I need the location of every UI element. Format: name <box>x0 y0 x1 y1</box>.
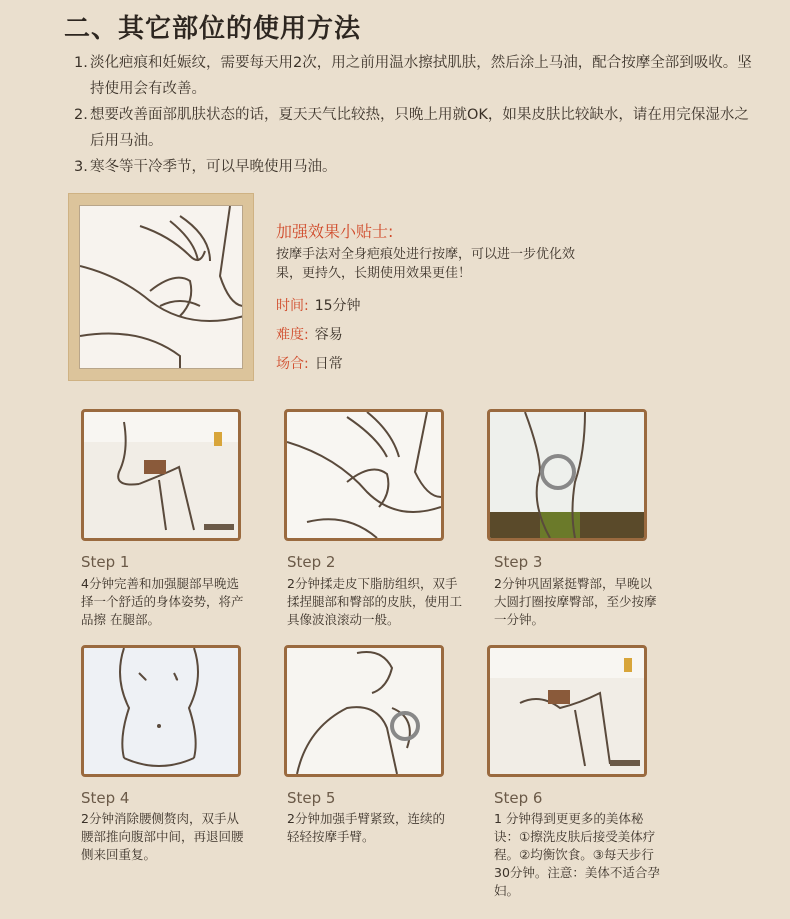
tip-title: 加强效果小贴士: <box>276 222 394 241</box>
intro-item-3 <box>74 154 764 180</box>
tip-occasion-label: 场合: <box>276 356 309 372</box>
step-6-label: Step 6 <box>494 789 543 807</box>
tip-time-value: 15分钟 <box>314 298 361 314</box>
tip-description: 按摩手法对全身疤痕处进行按摩，可以进一步优化效果，更持久，长期使用效果更佳！ <box>276 247 576 281</box>
step-4-label: Step 4 <box>81 789 130 807</box>
step-5-text: 2分钟加强手臂紧致，连续的轻轻按摩手臂。 <box>287 811 445 844</box>
step-2-label: Step 2 <box>287 553 336 571</box>
step-6-text: 1 分钟得到更更多的美体秘诀：①擦洗皮肤后接受美体疗程。②均衡饮食。③每天步行30分钟。注意：美体不适合孕妇。 <box>494 811 660 898</box>
step-1-text: 4分钟完善和加强腿部早晚选择一个舒适的身体姿势，将产品擦 在腿部。 <box>81 576 244 627</box>
intro-number: 2. <box>74 107 88 123</box>
intro-text: 寒冬等干冷季节，可以早晚使用马油。 <box>90 159 337 175</box>
step-1-illustration <box>81 409 241 541</box>
step-4-text: 2分钟消除腰侧赘肉，双手从腰部推向腹部中间，再退回腰侧来回重复。 <box>81 811 244 862</box>
step-2-text: 2分钟揉走皮下脂肪组织，双手揉捏腿部和臀部的皮肤，使用工具像波浪滚动一般。 <box>287 576 463 627</box>
step-4-illustration <box>81 645 241 777</box>
tip-time-label: 时间: <box>276 298 309 314</box>
step-3-text: 2分钟巩固紧挺臀部，早晚以大圆打圈按摩臀部，至少按摩一分钟。 <box>494 576 657 627</box>
intro-text: 想要改善面部肌肤状态的话，夏天天气比较热，只晚上用就OK，如果皮肤比较缺水，请在用完保湿水之后用马油。 <box>90 107 749 149</box>
step-1-label: Step 1 <box>81 553 130 571</box>
intro-item-1 <box>74 50 764 102</box>
tip-illustration <box>79 205 243 369</box>
step-5-label: Step 5 <box>287 789 336 807</box>
tip-difficulty-value: 容易 <box>314 327 343 343</box>
step-5-illustration <box>284 645 444 777</box>
intro-number: 1. <box>74 55 88 71</box>
intro-list <box>74 50 764 180</box>
intro-number: 3. <box>74 159 88 175</box>
section-heading: 二、其它部位的使用方法 <box>64 14 362 44</box>
tip-occasion <box>276 353 343 373</box>
tip-difficulty-label: 难度: <box>276 327 309 343</box>
tip-occasion-value: 日常 <box>314 356 343 372</box>
tip-difficulty <box>276 324 343 344</box>
tip-time <box>276 295 361 315</box>
step-2-illustration <box>284 409 444 541</box>
step-3-label: Step 3 <box>494 553 543 571</box>
step-6-illustration <box>487 645 647 777</box>
intro-item-2 <box>74 102 764 154</box>
step-3-illustration <box>487 409 647 541</box>
intro-text: 淡化疤痕和妊娠纹，需要每天用2次，用之前用温水擦拭肌肤，然后涂上马油，配合按摩全部到吸收。坚持使用会有改善。 <box>90 55 752 97</box>
